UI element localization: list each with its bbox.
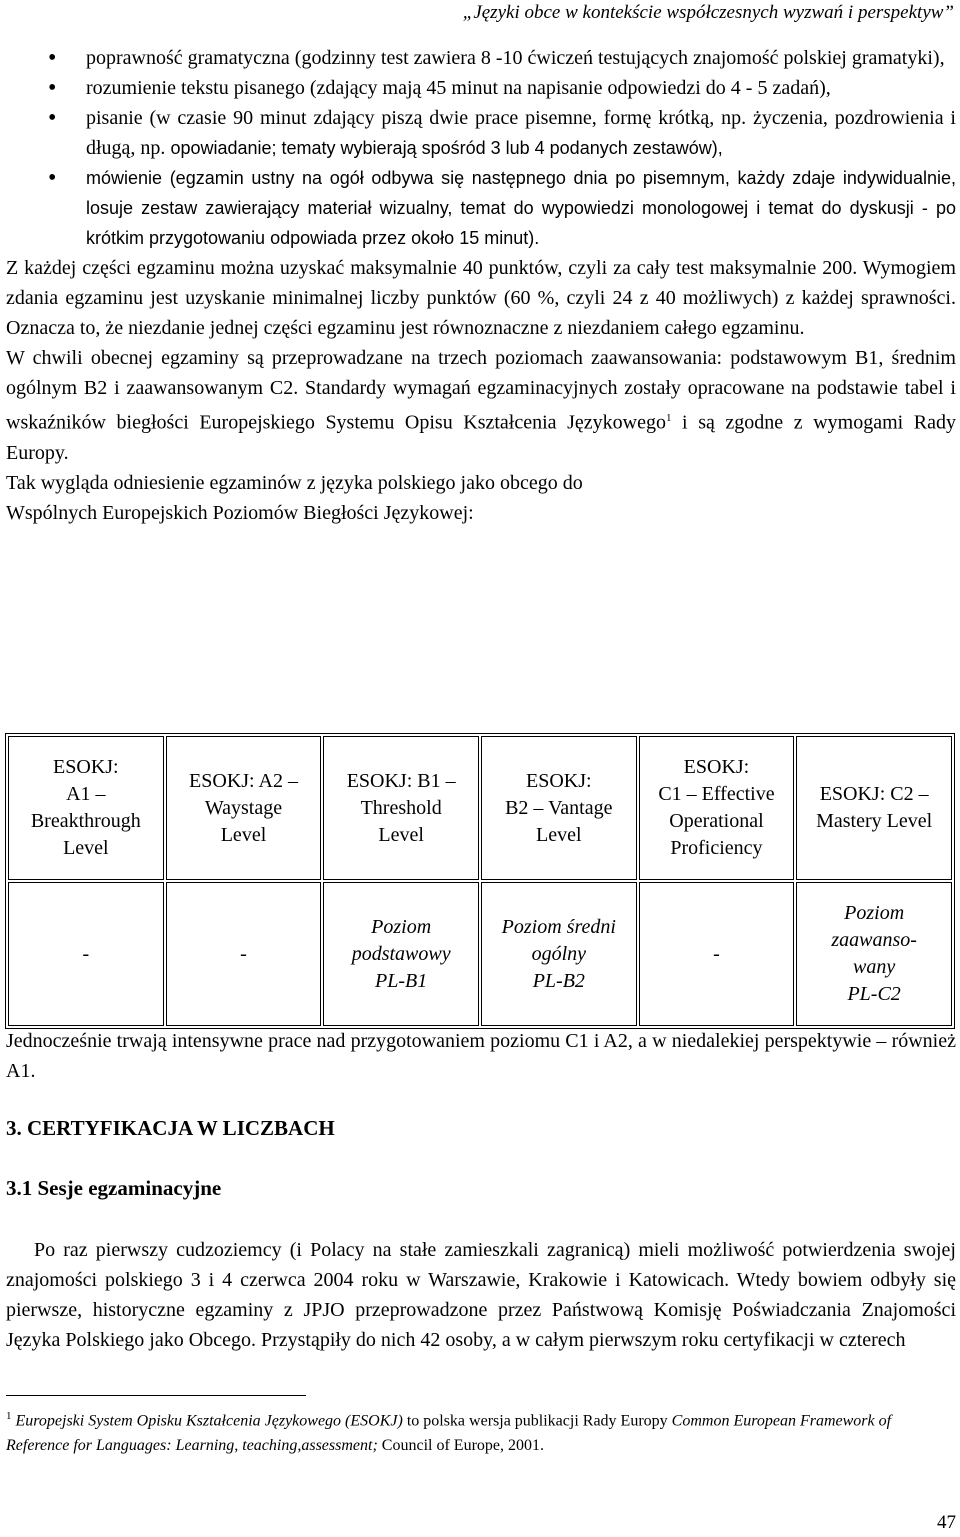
table-cell: ESOKJ: B2 – Vantage Level [481, 736, 637, 880]
levels-table [5, 733, 955, 1029]
page-number: 47 [937, 1512, 956, 1533]
list-item: • rozumienie tekstu pisanego (zdający mają 45 minut na napisanie odpowiedzi do 4 - 5 zadań), [6, 73, 956, 103]
table-cell: Poziom podstawowy PL-B1 [323, 882, 479, 1026]
list-item: • mówienie (egzamin ustny na ogół odbywa się następnego dnia po pisemnym, każdy zdaje indywidualnie, losuje zestaw zawierający materiał wizualny, temat do wypowiedzi monologowej i temat do dyskusji - po krótkim przygotowaniu odpowiada przez około 15 minut). [6, 163, 956, 253]
footnote-marker: 1 [6, 1410, 12, 1422]
table-cell: ESOKJ: C1 – Effective Operational Proficiency [639, 736, 795, 880]
footnote-divider [6, 1395, 306, 1396]
paragraph-ongoing-work: Jednocześnie trwają intensywne prace nad przygotowaniem poziomu C1 i A2, a w niedalekiej perspektywie – również A1. [6, 1030, 956, 1082]
footnote: $^1$ Europejski System Opisku Kształcenia Językowego (ESOKJ) to polska wersja publikacji Rady Europy Common European Framework of Reference for Languages: Learning, teaching,assessment; Council of Europe, 2001. [6, 1410, 892, 1455]
paragraph-points: Z każdej części egzaminu można uzyskać maksymalnie 40 punktów, czyli za cały test maksymalnie 200. Wymogiem zdania egzaminu jest uzyskanie minimalnej liczby punktów (60 %, czyli 24 z 40 możliwych) z każdej sprawności. Oznacza to, że niezdanie jednej części egzaminu jest równoznaczne z niezdaniem całego egzaminu. [6, 257, 956, 339]
exam-parts-list [6, 43, 956, 253]
list-item: • pisanie (w czasie 90 minut zdający piszą dwie prace pisemne, formę krótką, np. życzenia, pozdrowienia i długą, np. opowiadanie; tematy wybierają spośród 3 lub 4 podanych zestawów), [6, 103, 956, 163]
footnote-ref: 1 [665, 412, 672, 424]
paragraph-levels: W chwili obecnej egzaminy są przeprowadzane na trzech poziomach zaawansowania: podstawowym B1, średnim ogólnym B2 i zaawansowanym C2. Standardy wymagań egzaminacyjnych zostały opracowane na podstawie tabel i wskaźników biegłości Europejskiego Systemu Opisu Kształcenia Językowego$^1$ i są zgodne z wymogami Rady Europy. [6, 347, 956, 464]
paragraph-table-intro: Tak wygląda odniesienie egzaminów z języka polskiego jako obcego do Wspólnych Europejskich Poziomów Biegłości Językowej: [6, 471, 583, 524]
table-row [8, 736, 952, 880]
table-cell: ESOKJ: B1 – Threshold Level [323, 736, 479, 880]
section-heading: 3. CERTYFIKACJA W LICZBACH [6, 1116, 335, 1140]
table-row [8, 882, 952, 1026]
table-cell: ESOKJ: A1 – Breakthrough Level [8, 736, 164, 880]
main-text [6, 43, 956, 528]
table-cell: - [166, 882, 322, 1026]
paragraph-sessions: Po raz pierwszy cudzoziemcy (i Polacy na stałe zamieszkali zagranicą) mieli możliwość potwierdzenia swojej znajomości polskiego 3 i 4 czerwca 2004 roku w Warszawie, Krakowie i Katowicach. Wtedy bowiem odbyły się pierwsze, historyczne egzaminy z JPJO przeprowadzone przez Państwową Komisję Poświadczania Znajomości Języka Polskiego jako Obcego. Przystąpiły do nich 42 osoby, a w całym pierwszym roku certyfikacji w czterech [6, 1239, 956, 1351]
table-cell: ESOKJ: A2 – Waystage Level [166, 736, 322, 880]
list-item: • poprawność gramatyczna (godzinny test zawiera 8 -10 ćwiczeń testujących znajomość polskiej gramatyki), [6, 43, 956, 73]
table-cell: - [8, 882, 164, 1026]
table-cell: ESOKJ: C2 – Mastery Level [796, 736, 952, 880]
table-cell: Poziom średni ogólny PL-B2 [481, 882, 637, 1026]
table-cell: Poziom zaawanso- wany PL-C2 [796, 882, 952, 1026]
table-cell: - [639, 882, 795, 1026]
running-header: „Języki obce w kontekście współczesnych wyzwań i perspektyw” [462, 2, 954, 23]
subsection-heading: 3.1 Sesje egzaminacyjne [6, 1176, 222, 1200]
